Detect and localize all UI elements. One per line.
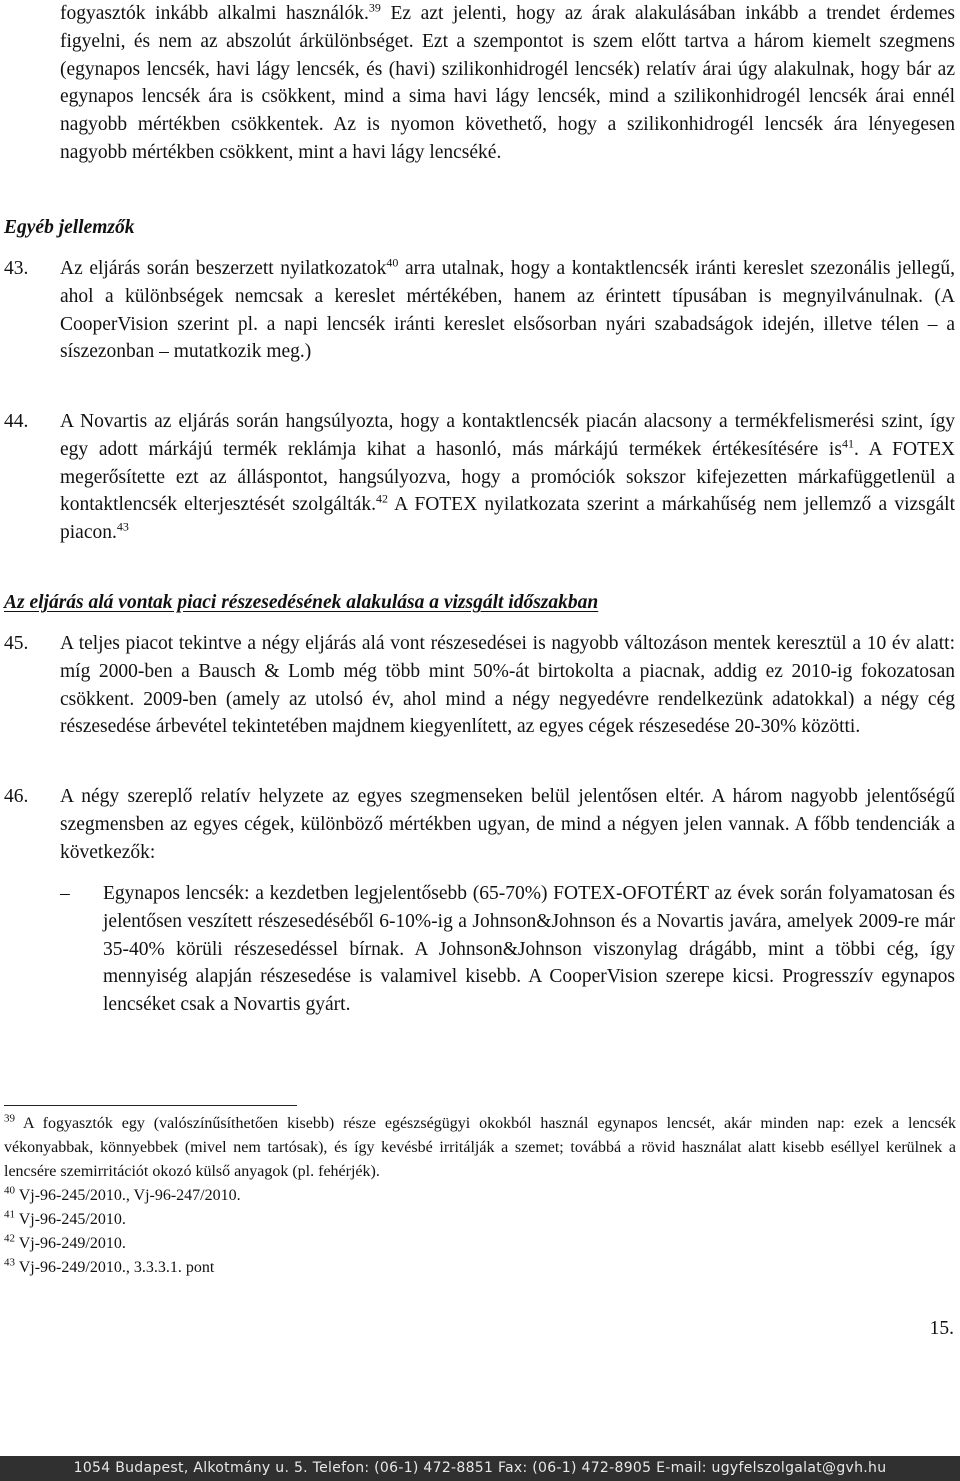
footnote-ref-43[interactable]: 43 bbox=[116, 519, 129, 534]
section-heading-other: Egyéb jellemzők bbox=[4, 217, 135, 238]
bullet-dash: – bbox=[60, 883, 70, 904]
paragraph-45: A teljes piacot tekintve a négy eljárás alá vont részesedései is nagyobb változáson mentek keresztül a 10 év alatt: míg 2000-ben a Bausch & Lomb még több mint 50%-át birtokolta a piacnak, addig ez 2010-ig fokozatosan csökkent. 2009-ben (amely az utolsó év, ahol mind a négy negyedévre rendelkezünk adatokkal) a négy cég részesedése árbevétel tekintetében majdnem kiegyenlített, az egyes cégek részesedése 20-30% közötti. bbox=[60, 633, 955, 738]
footnote-ref-42[interactable]: 42 bbox=[376, 491, 388, 506]
section-heading-market-shares: Az eljárás alá vontak piaci részesedésének alakulása a vizsgált időszakban bbox=[4, 592, 599, 613]
footnote-separator bbox=[4, 1105, 297, 1106]
footnote-40: $^{40}$ Vj-96-245/2010., Vj-96-247/2010. bbox=[4, 1184, 241, 1204]
paragraph-46: A négy szereplő relatív helyzete az egyes szegmenseken belül jelentősen eltér. A három nagyobb jelentőségű szegmensben az egyes cégek, különböző mértékben ugyan, de mind a négyen jelen vannak. A főbb tendenciák a következők: bbox=[60, 786, 955, 863]
page-number: 15. bbox=[929, 1318, 954, 1339]
paragraph-number-44: 44. bbox=[4, 411, 29, 432]
footnotes bbox=[4, 1112, 956, 1280]
paragraph-number-46: 46. bbox=[4, 786, 29, 807]
page-footer-contact: 1054 Budapest, Alkotmány u. 5. Telefon: (06-1) 472-8851 Fax: (06-1) 472-8905 E-mail: ugyfelszolgalat@gvh.hu bbox=[0, 1456, 960, 1481]
footnote-ref-41[interactable]: 41 bbox=[841, 436, 854, 451]
intro-paragraph: fogyasztók inkább alkalmi használók.$^{39}$ Ez azt jelenti, hogy az árak alakulásában inkább a trendet érdemes figyelni, és nem az abszolút árkülönbséget. Ezt a szempontot is szem előtt tartva a három kiemelt szegmens (egynapos lencsék, havi lágy lencsék, és (havi) szilikonhidrogél lencsék) relatív árai úgy alakulnak, hogy bár az egynapos lencsék ára is csökkent, mind a sima havi lágy lencsék, mind a szilikonhidrogél lencsék árai ennél nagyobb mértékben csökkentek. Az is nyomon követhető, hogy a szilikonhidrogél lencsék ára lényegesen nagyobb mértékben csökkent, mint a havi lágy lencséké. bbox=[60, 0, 956, 163]
paragraph-number-45: 45. bbox=[4, 633, 29, 654]
paragraph-number-43: 43. bbox=[4, 258, 29, 279]
footnote-ref-39[interactable]: 39 bbox=[368, 0, 381, 15]
footnote-41: $^{41}$ Vj-96-245/2010. bbox=[4, 1208, 126, 1228]
footnote-42: $^{42}$ Vj-96-249/2010. bbox=[4, 1232, 126, 1252]
paragraph-43: Az eljárás során beszerzett nyilatkozatok$^{40}$ arra utalnak, hogy a kontaktlencsék iránti kereslet szezonális jellegű, ahol a különbségek nemcsak a kereslet mértékében, hanem az érintett típusában is megnyilvánulnak. (A CooperVision szerint pl. a napi lencsék iránti kereslet elsősorban nyári szabadságok idején, illetve télen – a síszezonban – mutatkozik meg.) bbox=[60, 255, 955, 363]
bullet-item-daily-lenses: Egynapos lencsék: a kezdetben legjelentősebb (65-70%) FOTEX-OFOTÉRT az évek során folyamatosan és jelentősen veszített részesedéséből 6-10%-ig a Johnson&Johnson és a Novartis javára, amelyek 2009-re már 35-40% körüli részesedéssel bírnak. A Johnson&Johnson viszonylag drágább, mint a többi cég, így mennyiség alapján részesedése is valamivel kisebb. A CooperVision szerepe kicsi. Progresszív egynapos lencséket csak a Novartis gyárt. bbox=[103, 883, 955, 1016]
footnote-43: $^{43}$ Vj-96-249/2010., 3.3.3.1. pont bbox=[4, 1256, 215, 1276]
footnote-ref-40[interactable]: 40 bbox=[386, 255, 399, 270]
footnote-39: $^{39}$ A fogyasztók egy (valószínűsíthetően kisebb) része egészségügyi okokból használ egynapos lencsét, akár minden nap: ezek a lencsék vékonyabbak, könnyebbek (mivel nem tartósak), és így kevésbé irritálják a szemet; továbbá a rövid használat alatt kisebb eséllyel kerülnek a lencsére szemirritációt okozó külső anyagok (pl. fehérjék). bbox=[4, 1112, 956, 1180]
paragraph-44: A Novartis az eljárás során hangsúlyozta, hogy a kontaktlencsék piacán alacsony a termékfelismerési szint, így egy adott márkájú termék reklámja kihat a hasonló, más márkájú termékek értékesítésére $is^{41}$. A FOTEX megerősítette ezt az álláspontot, hangsúlyozva, hogy a promóciók sokszor kifejezetten márkafüggetlenül a kontaktlencsék elterjesztését szolgálták.$^{42}$ A FOTEX nyilatkozata szerint a márkahűség nem jellemző a vizsgált piacon.$^{43}$ bbox=[60, 411, 955, 544]
